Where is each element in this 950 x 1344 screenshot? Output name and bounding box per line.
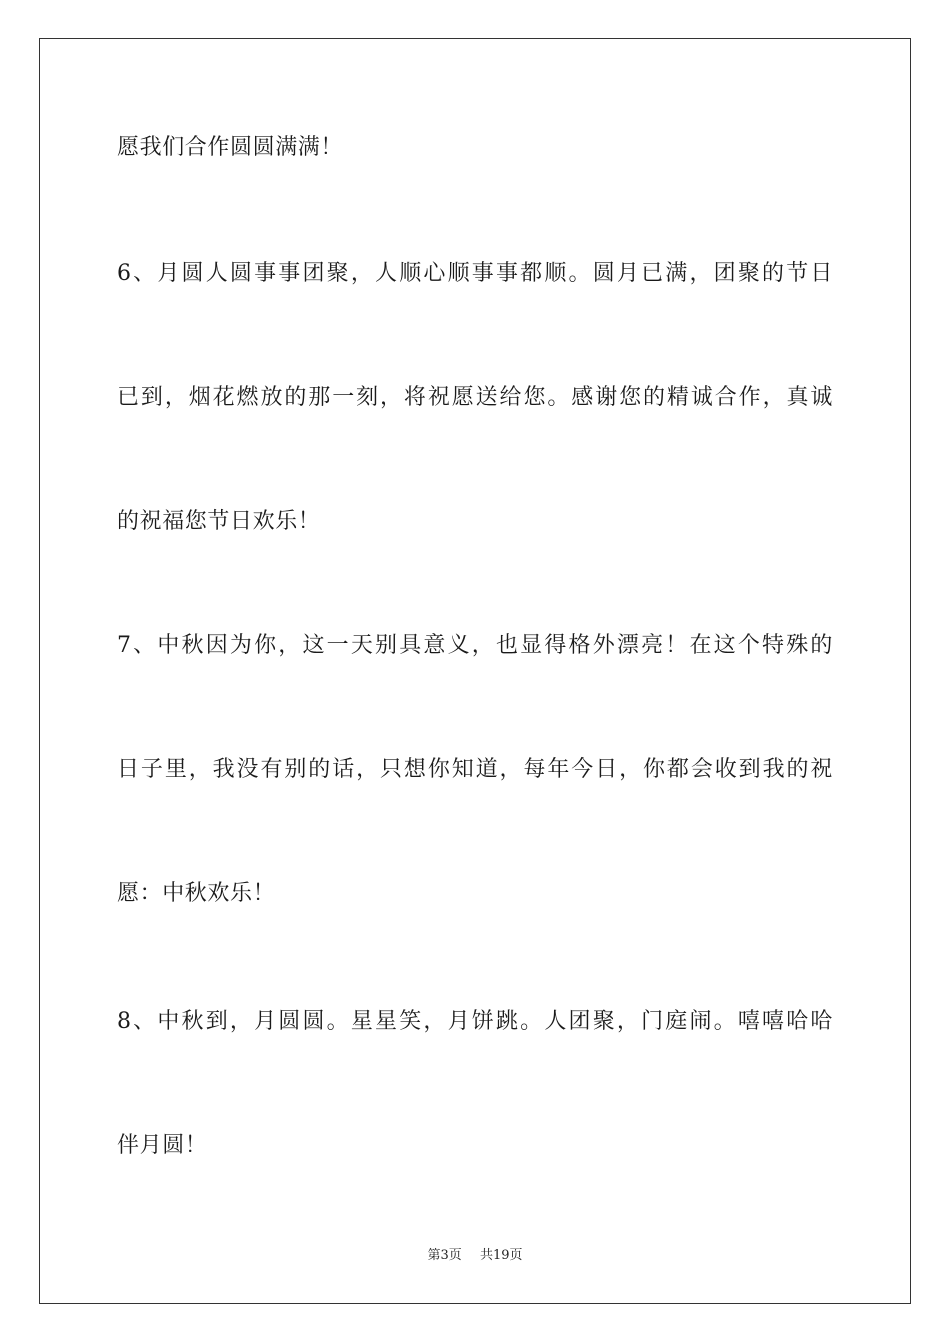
text-line-6: 日子里，我没有别的话，只想你知道，每年今日，你都会收到我的祝 [117, 757, 833, 782]
page-border [39, 38, 911, 1304]
text-line-1: 愿我们合作圆圆满满！ [117, 135, 344, 160]
text-line-7: 愿：中秋欢乐！ [117, 881, 276, 906]
text-line-2: 6、月圆人圆事事团聚，人顺心顺事事都顺。圆月已满，团聚的节日 [117, 261, 833, 286]
text-line-3: 已到，烟花燃放的那一刻，将祝愿送给您。感谢您的精诚合作，真诚 [117, 385, 833, 410]
text-line-9: 伴月圆！ [117, 1133, 208, 1158]
text-line-5: 7、中秋因为你，这一天别具意义，也显得格外漂亮！在这个特殊的 [117, 633, 833, 658]
page-number: 第3页 [427, 1248, 462, 1263]
page-total: 共19页 [479, 1248, 523, 1263]
page-footer [0, 1247, 950, 1265]
text-line-4: 的祝福您节日欢乐！ [117, 509, 321, 534]
text-line-8: 8、中秋到，月圆圆。星星笑，月饼跳。人团聚，门庭闹。嘻嘻哈哈 [117, 1009, 833, 1034]
